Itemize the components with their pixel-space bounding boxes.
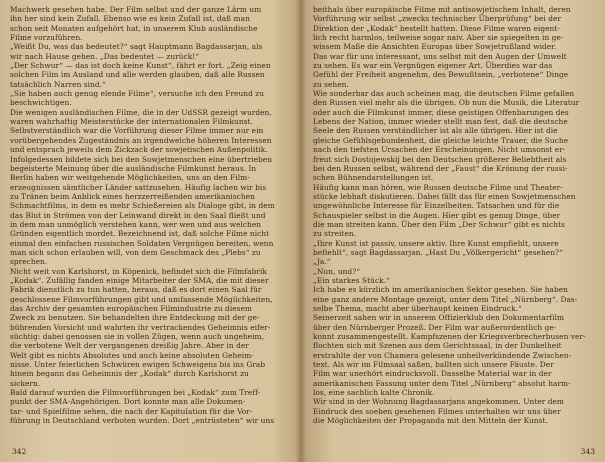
text-line: tar- und Spielfilme sehen, die nach der Kapitulation für die Vor- — [10, 406, 253, 416]
text-line: geschlossene Filmvorführungen gibt und umfassende Möglichkeiten, — [10, 294, 273, 304]
text-line: Infolgedessen bildete sich bei den Sowjetmenschen eine übertrieben — [10, 154, 273, 164]
text-line: wissem Maße die Ansichten Europas über Sowjetrußland wider. — [313, 42, 557, 52]
text-line: begeisterte Meinung über die ausländische Filmkunst heraus. In — [10, 163, 257, 173]
text-line: freut sich Dostojewskij bei den Deutschen größerer Beliebtheit als — [313, 154, 567, 164]
text-line: Machwerk gesehen habe. Der Film selbst und der ganze Lärm um — [10, 5, 262, 14]
text-line: Schmachtfilms, in dem es mehr Schießereien als Dialoge gibt, in dem — [10, 201, 275, 211]
text-line: schen Bühnendarstellungen ist. — [313, 173, 434, 183]
text-line: „Nun, und?“ — [313, 266, 361, 276]
text-line: „Sie haben auch genug elende Filme“, versuche ich den Freund zu — [10, 89, 265, 99]
text-line: „Der Schwur“ — das ist doch keine Kunst“, fährt er fort. „Zeig einen — [10, 61, 271, 71]
text-line: schon seit Monaten aufgehört hat, in unserem Klub ausländische — [10, 23, 258, 33]
text-line: stücke lebhaft diskutieren. Dabei fällt das für einen Sowjetmenschen — [313, 191, 576, 201]
text-line: los, eine sachlich kalte Chronik. — [313, 388, 435, 398]
text-line: nach den tiefsten Ursachen der Erscheinungen. Nicht umsonst er- — [313, 145, 566, 155]
text-line: selbe Thema, macht aber überhaupt keinen Eindruck.“ — [313, 304, 522, 313]
text-line: die man streiten kann. Über den Film „Der Schwur“ gibt es nichts — [313, 219, 565, 229]
text-line: Wie sonderbar das auch scheinen mag, die deutschen Filme gefallen — [313, 89, 575, 99]
right-page-text — [313, 5, 599, 425]
text-line: zu streiten. — [313, 229, 357, 239]
text-line: Fabrik dienstlich zu tun hatten, heraus, daß es dort einen Saal für — [10, 285, 262, 295]
text-line: lich recht harmlos, teilweise sogar naiv. Aber sie spiegelten in ge- — [313, 33, 564, 43]
left-page-text — [10, 5, 294, 425]
text-line: Gefühl der Freiheit angenehm, des Bewußtsein, „verbotene“ Dinge — [313, 70, 569, 80]
text-line: Zweck zu benutzen. Sie behandelten ihre Entdeckung mit der ge- — [10, 313, 260, 323]
text-line: ungewöhnliche Interesse für Einzelheiten. Tatsachen und für die — [313, 201, 560, 211]
text-line: tatsächlich Narren sind.“ — [10, 79, 106, 89]
text-line: oder auch die Filmkunst immer, diese geistigen Offenbarungen des — [313, 107, 569, 117]
text-line: Direktion der „Kodak“ bestellt hatten. Diese Filme waren eigent- — [313, 23, 560, 33]
text-line: Eindruck des soeben gesehenen Filmes unterhalten wir uns über — [313, 406, 561, 416]
text-line: konnt zusammengestellt. Kampfszenen der Kriegsverbrecherbusen ver- — [313, 332, 586, 342]
text-line: „Ja.“ — [313, 257, 331, 267]
text-line: zu sehen. — [313, 79, 349, 89]
left-page-number: 342 — [12, 447, 27, 456]
text-line: den Russen viel mehr als die übrigen. Ob nun die Musik, die Literatur — [313, 98, 580, 108]
text-line: zu Tränen beim Anblick eines herzzerreißenden amerikanischen — [10, 191, 255, 201]
text-line: beithals über europäische Filme mit antisowjetischem Inhalt, deren — [313, 5, 571, 14]
right-page — [303, 0, 605, 462]
text-line: ihn her sind kein Zufall. Ebenso wie es kein Zufall ist, daß man — [10, 14, 250, 24]
text-line: einmal den einfachen russischen Soldaten Vergnügen bereiten, wenn — [10, 238, 274, 248]
text-line: vorübergehendes Zugeständnis an irgendwelche höheren Interessen — [10, 135, 272, 145]
text-line: Welt gibt es nichts Absolutes und auch keine absoluten Geheim- — [10, 350, 254, 360]
text-line: amerikanischen Fassung unter dem Titel „Nürnberg“ absolut harm- — [313, 378, 571, 388]
text-line: über den Nürnberger Prozeß. Der Film war außerordentlich ge- — [313, 322, 557, 332]
text-line: Film war unerhört eindrucksvoll. Dasselbe Material war in der — [313, 369, 552, 379]
text-line: text. Als wir im Filmsaal saßen, ballten sich unsere Fäuste. Der — [313, 360, 554, 370]
text-line: Wir sind in der Wohnung Bagdassarjans angekommen. Unter dem — [313, 397, 564, 407]
text-line: eine ganz andere Montage gezeigt, unter dem Titel „Nürnberg“. Das- — [313, 294, 578, 304]
text-line: Berlin haben wir weitgehende Möglichkeiten, uns an den Film- — [10, 173, 250, 183]
text-line: wir nach Hause gehen. „Das bedeutet — zurück!“ — [10, 51, 200, 61]
text-line: Seele den Russen verständlicher ist als alle übrigen. Hier ist die — [313, 126, 558, 136]
text-line: punkt der SMA-Angehörigen. Dort konnte man alle Dokumen- — [10, 397, 246, 407]
text-line: waren wahrhaftig Meisterstücke der internationalen Filmkunst. — [10, 117, 253, 127]
text-line: Filme vorzuführen. — [10, 33, 83, 43]
text-line: erstrahlte der von Chamera gelesene unheilverkündende Zwischen- — [313, 350, 572, 360]
text-line: Schauspieler selbst in die Augen. Hier gibt es genug Dinge, über — [313, 210, 561, 220]
text-line: Die wenigen ausländischen Filme, die in der UdSSR gezeigt wurden, — [10, 107, 272, 117]
text-line: Häufig kann man hören, wie Russen deutsche Filme und Theater- — [313, 182, 563, 192]
text-line: befiehlt“, sagt Bagdassarjan. „Hast Du „Völkergericht“ gesehen?“ — [313, 247, 563, 257]
text-line: Ich habe es kürzlich im amerikanischen Sektor gesehen. Sie haben — [313, 285, 568, 295]
text-line: bei den Russen selbst, während der „Faust“ die Krönung der russi- — [313, 163, 568, 173]
right-page-number: 343 — [580, 447, 595, 456]
text-line: „Kodak“. Zufällig fanden einige Mitarbeiter der SMA, die mit dieser — [10, 275, 269, 285]
text-line: hinein begann das Geheimnis der „Kodak“ durch Karlshorst zu — [10, 369, 249, 379]
text-line: flochten sich mit Szenen aus dem Gerichtssaal, in der Dunkelheit — [313, 341, 562, 351]
text-line: Vorführung wir selbst „zwecks technischer Überprüfung“ bei der — [313, 14, 562, 24]
text-line: Lebens der Nation, immer wieder stellt man fest, daß die deutsche — [313, 117, 568, 127]
text-line: Das war für uns interessant, uns selbst mit den Augen der Umwelt — [313, 51, 567, 61]
text-line: die verbotene Welt der vergangenen dreißig Jahre. Aber in der — [10, 341, 249, 351]
text-line: und entsprach jeweils dem Zickzack der sowjetischen Außenpolitik. — [10, 145, 268, 155]
text-line: gleiche Gefühlsgebundenheit, die gleiche leichte Trauer, die Suche — [313, 135, 569, 145]
text-line: beschwichtigen. — [10, 98, 72, 108]
text-line: süchtig: dabei genossen sie in vollen Zügen, wenn auch ungeheim, — [10, 332, 265, 342]
text-line: Seinerzeit sahen wir in unserem Offizierklub den Dokumentarfilm — [313, 313, 565, 323]
text-line: solchen Film im Ausland und alle werden glauben, daß alle Russen — [10, 70, 265, 80]
text-line: in dem man unmöglich verstehen kann, wer wen und aus welchen — [10, 219, 262, 229]
left-page — [0, 0, 300, 462]
text-line: sickern. — [10, 378, 41, 388]
text-line: Bald darauf wurden die Filmvorführungen bei „Kodak“ zum Treff- — [10, 388, 261, 398]
text-line: sprechen. — [10, 257, 48, 267]
text-line: Selbstverständlich war die Vorführung dieser Filme immer nur ein — [10, 126, 264, 136]
text-line: „Ihre Kunst ist passiv, unsere aktiv. Ihre Kunst empfiehlt, unsere — [313, 238, 559, 248]
text-line: Nicht weit von Karlshorst, in Köpenick, befindet sich die Filmfabrik — [10, 266, 267, 276]
text-line: erzeugnissen sämtlicher Länder sattzusehen. Häufig lachen wir bis — [10, 182, 267, 192]
text-line: zu sehen. Es war ein Vergnügen eigener Art. Überdies war das — [313, 61, 553, 71]
text-line: das Blut in Strömen von der Leinwand direkt in den Saal fließt und — [10, 210, 266, 220]
text-line: Gründen eigentlich mordet. Bezeichnend ist, daß solche Filme nicht — [10, 229, 270, 239]
text-line: bührenden Vorsicht und wahrten ihr vertrackendes Geheimnis eifer- — [10, 322, 271, 332]
text-line: die Möglichkeiten der Propaganda mit den Mitteln der Kunst. — [313, 416, 548, 426]
text-line: „Weißt Du, was das bedeutet?“ sagt Hauptmann Bagdassarjan, als — [10, 42, 263, 52]
text-line: nisse. Unter feierlichen Schwüren ewigen Schweigens bis ins Grab — [10, 360, 266, 370]
text-line: das Archiv der gesamten europäischen Filmindustrie zu diesem — [10, 304, 252, 313]
text-line: führung in Deutschland verboten wurden. Dort „entrüsteten“ wir uns — [10, 416, 275, 426]
text-line: man sich schon erlauben will, von dem Geschmack des „Plebs“ zu — [10, 247, 261, 257]
text-line: „Ein starkes Stück.“ — [313, 275, 390, 285]
